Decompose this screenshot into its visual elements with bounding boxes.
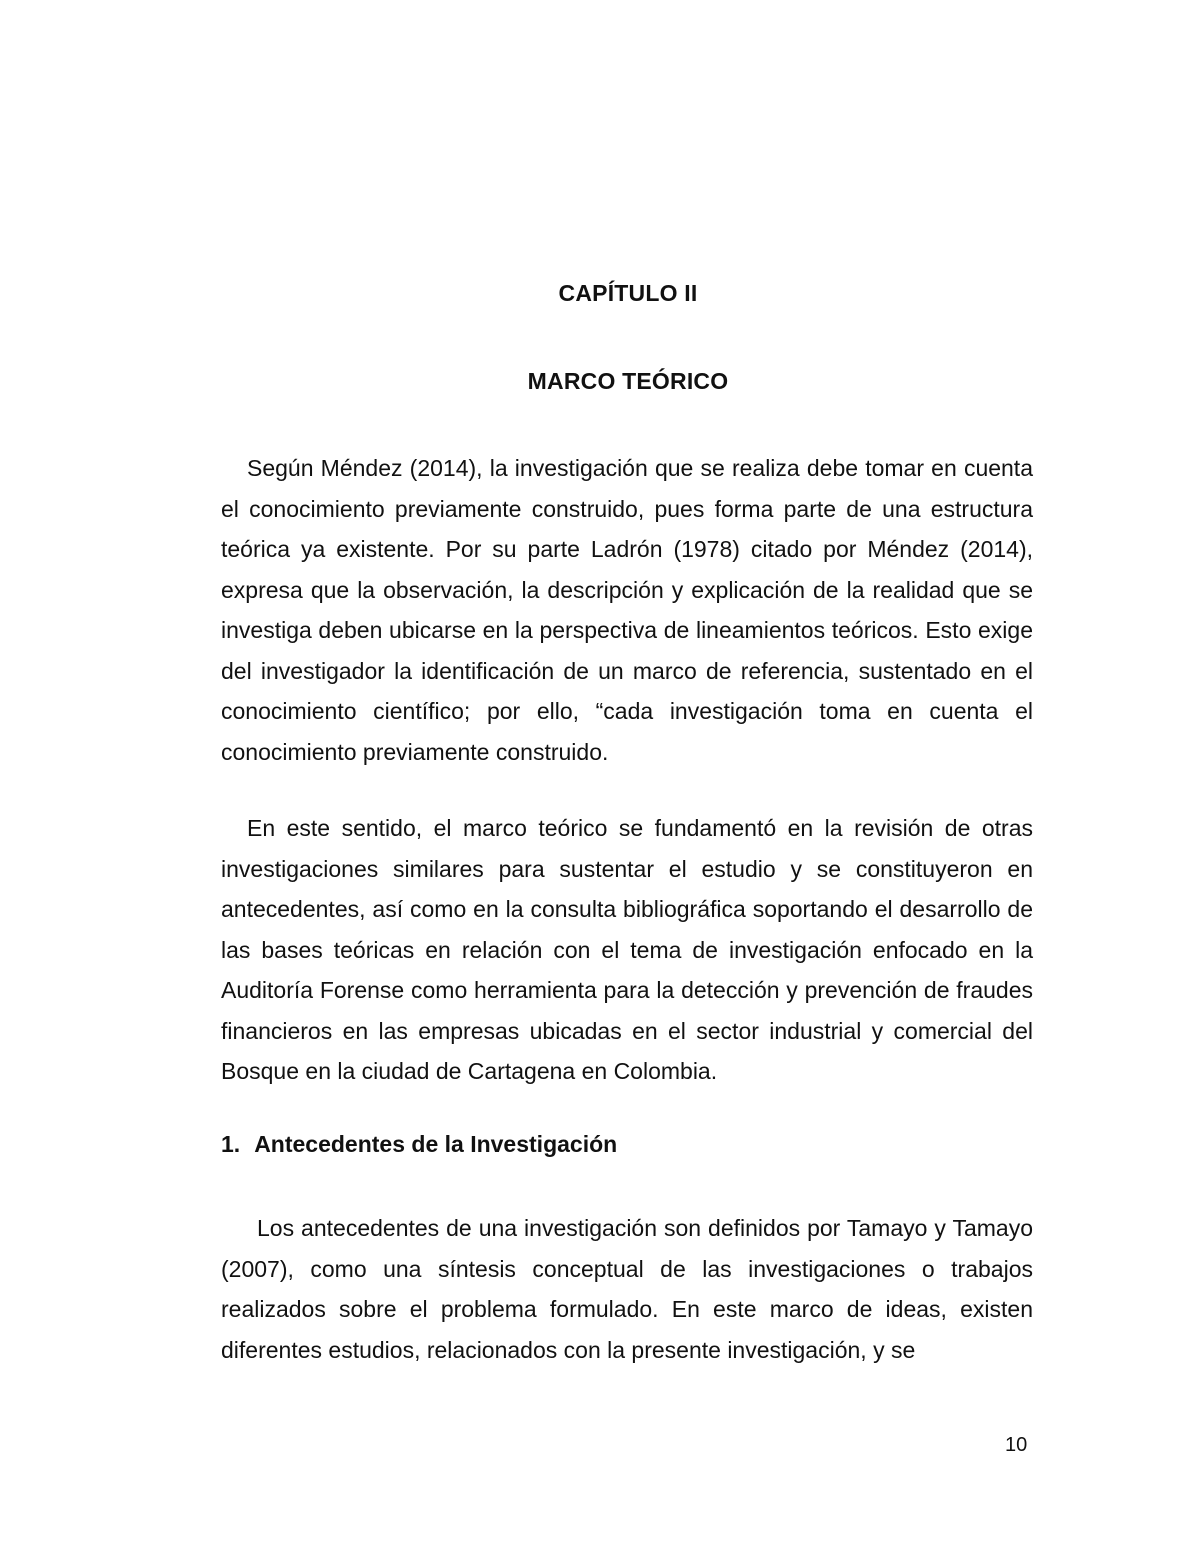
paragraph-intro: Según Méndez (2014), la investigación que se realiza debe tomar en cuenta el conocimiento previamente construido, pues forma parte de una estructura teórica ya existente. Por su parte Ladrón (1978) citado por Méndez (2014), expresa que la observación, la descripción y explicación de la realidad que se investiga deben ubicarse en la perspectiva de lineamientos teóricos. Esto exige del investigador la identificación de un marco de referencia, sustentado en el conocimiento científico; por ello, “cada investigación toma en cuenta el conocimiento previamente construido. <box>221 455 1033 765</box>
page-number: 10 <box>1005 1434 1028 1456</box>
paragraph-framework: En este sentido, el marco teórico se fundamentó en la revisión de otras investigaciones similares para sustentar el estudio y se constituyeron en antecedentes, así como en la consulta bibliográfica soportando el desarrollo de las bases teóricas en relación con el tema de investigación enfocado en la Auditoría Forense como herramienta para la detección y prevención de fraudes financieros en las empresas ubicadas en el sector industrial y comercial del Bosque en la ciudad de Cartagena en Colombia. <box>221 815 1033 1084</box>
chapter-title: MARCO TEÓRICO <box>527 368 729 394</box>
chapter-label: CAPÍTULO II <box>558 280 698 306</box>
section-heading <box>221 1131 617 1158</box>
section-title: Antecedentes de la Investigación <box>254 1131 618 1157</box>
paragraph-antecedents: Los antecedentes de una investigación son definidos por Tamayo y Tamayo (2007), como una síntesis conceptual de las investigaciones o trabajos realizados sobre el problema formulado. En este marco de ideas, existen diferentes estudios, relacionados con la presente investigación, y se <box>221 1215 1033 1363</box>
section-number: 1. <box>221 1131 241 1157</box>
